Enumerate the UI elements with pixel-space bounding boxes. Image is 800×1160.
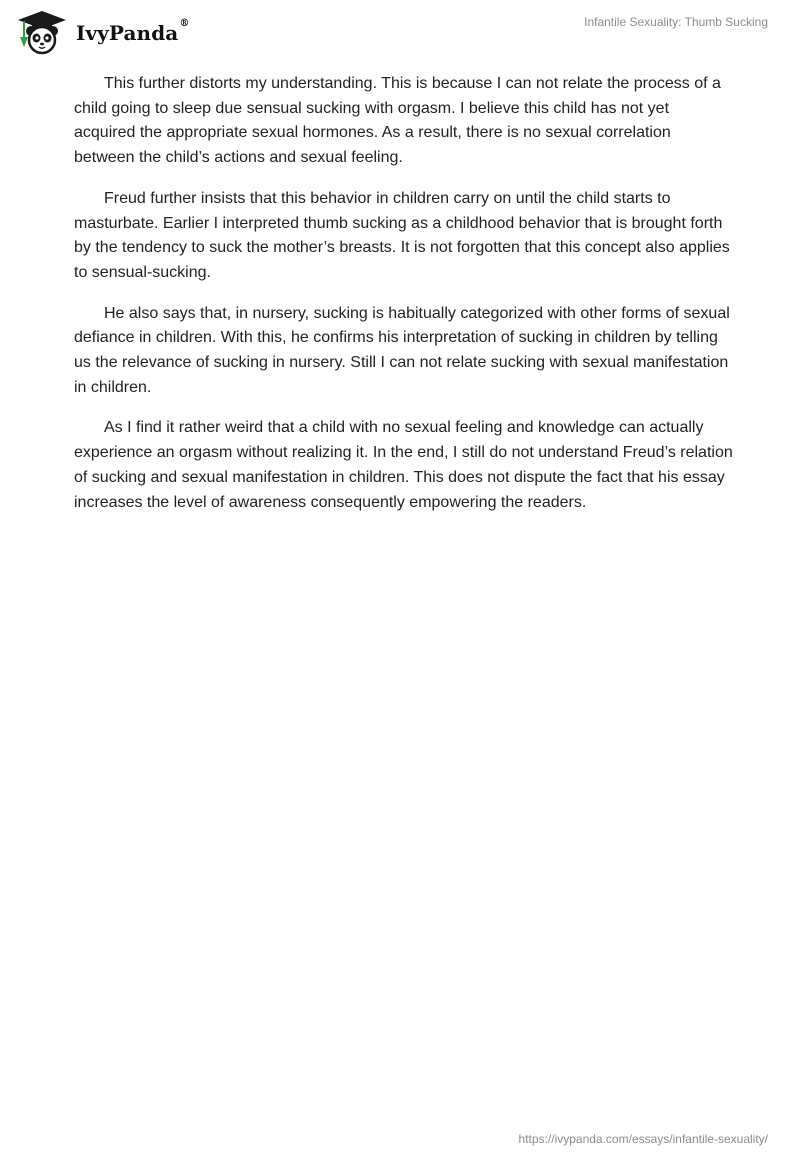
- logo-wordmark: [76, 18, 190, 45]
- ivypanda-logo[interactable]: [16, 8, 189, 56]
- paragraph: Freud further insists that this behavior in children carry on until the child starts to masturbate. Earlier I interpreted thumb sucking as a childhood behavior that is brought forth by the tendency to suck the mother’s breasts. It is not forgotten that this concept also applies to sensual-sucking.: [74, 189, 730, 281]
- panda-graduate-icon: [16, 9, 68, 55]
- source-url[interactable]: https://ivypanda.com/essays/infantile-sexuality/: [518, 1132, 768, 1146]
- paragraph: He also says that, in nursery, sucking is habitually categorized with other forms of sexual defiance in children. With this, he confirms his interpretation of sucking in children by telling us the relevance of sucking in nursery. Still I can not relate sucking with sexual manifestation in children.: [74, 304, 730, 396]
- registered-mark: ®: [179, 18, 190, 29]
- paragraph: As I find it rather weird that a child with no sexual feeling and knowledge can actually experience an orgasm without realizing it. In the end, I still do not understand Freud’s relation of sucking and sexual manifestation in children. This does not dispute the fact that his essay increases the level of awareness consequently empowering the readers.: [74, 419, 733, 511]
- logo-name: IvyPanda: [76, 21, 179, 45]
- paragraph: This further distorts my understanding. This is because I can not relate the process of a child going to sleep due sensual sucking with orgasm. I believe this child has not yet acquired the appropriate sexual hormones. As a result, there is no sexual correlation between the child’s actions and sexual feeling.: [74, 75, 721, 167]
- page-title: Infantile Sexuality: Thumb Sucking: [584, 15, 768, 29]
- essay-body: [74, 72, 734, 531]
